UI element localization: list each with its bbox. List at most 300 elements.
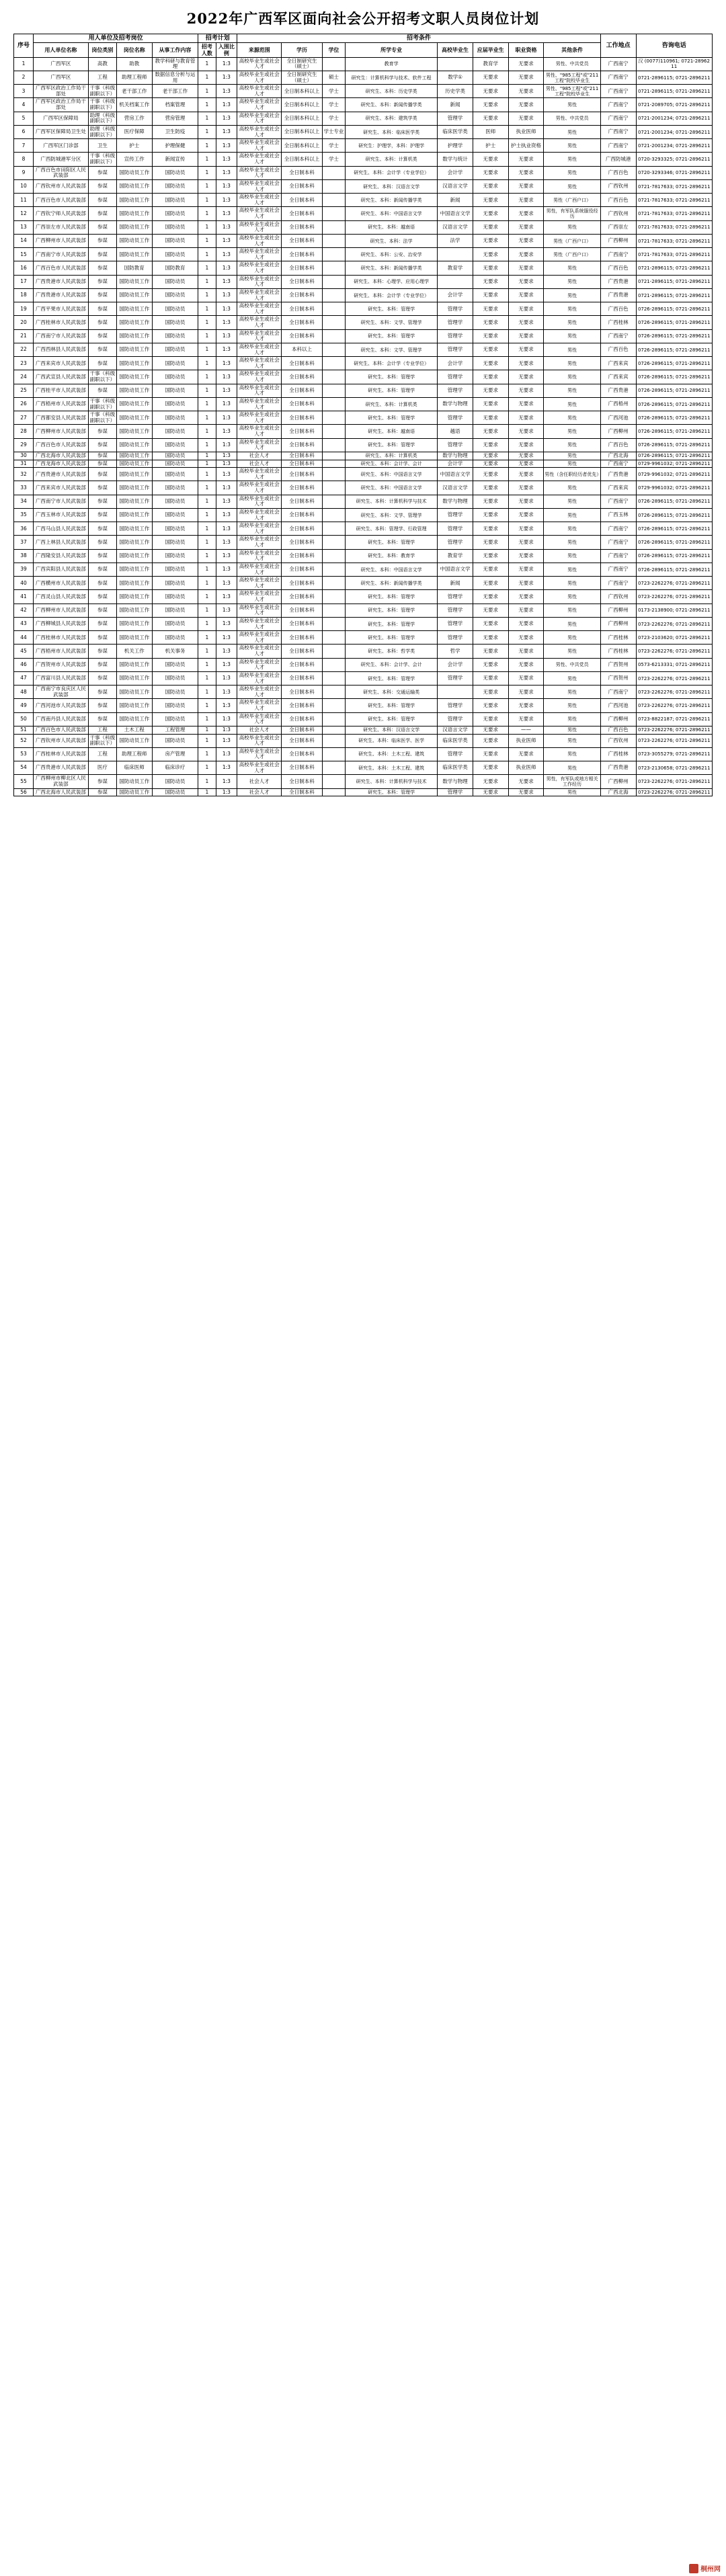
- row-ratio: 1:3: [216, 549, 237, 563]
- row-no: 44: [14, 631, 34, 645]
- row-place: 广西南宁: [600, 549, 636, 563]
- row-major: 研究生、本科：计算机科学与技术: [346, 495, 438, 508]
- table-row: [14, 788, 713, 796]
- row-edu: 全日制本科: [282, 577, 323, 590]
- row-work: 国防动员: [152, 481, 198, 495]
- row-highschool: 新闻: [438, 577, 473, 590]
- row-degree: [322, 604, 345, 617]
- row-post: 国防动员工作: [116, 460, 152, 468]
- row-no: 20: [14, 316, 34, 329]
- row-major: 教育学: [346, 57, 438, 71]
- row-no: 26: [14, 397, 34, 411]
- row-other: 男性: [544, 139, 600, 153]
- row-no: 10: [14, 179, 34, 193]
- row-ratio: 1:3: [216, 166, 237, 179]
- row-unit: 广西河池市人民武装部: [34, 699, 89, 712]
- row-cert: 无要求: [508, 329, 544, 343]
- row-degree: [322, 234, 345, 247]
- row-no: 24: [14, 370, 34, 384]
- row-no: 38: [14, 549, 34, 563]
- row-work: 国防动员: [152, 384, 198, 397]
- table-row: [14, 522, 713, 536]
- row-major: 研究生、本科：新闻传播学类: [346, 194, 438, 207]
- row-category: 工程: [88, 726, 116, 734]
- row-source: 高校毕业生或社会人才: [237, 411, 282, 425]
- row-unit: 广西梧州市人民武装部: [34, 645, 89, 658]
- row-other: 男性: [544, 549, 600, 563]
- row-edu: 全日制本科: [282, 617, 323, 630]
- row-major: 研究生、本科：管理学: [346, 329, 438, 343]
- row-category: 参谋: [88, 357, 116, 370]
- row-source: 高校毕业生或社会人才: [237, 468, 282, 481]
- row-source: 社会人才: [237, 788, 282, 796]
- row-edu: 全日制本科: [282, 220, 323, 234]
- row-work: 国防动员: [152, 460, 198, 468]
- row-fresh: 无要求: [473, 261, 508, 275]
- row-unit: 广西马山县人民武装部: [34, 522, 89, 536]
- row-highschool: 数学与物理: [438, 775, 473, 788]
- row-tel: 0723-2262276; 0721-2896211: [636, 726, 712, 734]
- row-highschool: [438, 57, 473, 71]
- row-other: 男性: [544, 316, 600, 329]
- row-degree: 学士: [322, 98, 345, 112]
- row-no: 8: [14, 153, 34, 166]
- row-work: 国防动员: [152, 508, 198, 522]
- row-work: 国防动员: [152, 577, 198, 590]
- row-edu: 全日制本科: [282, 370, 323, 384]
- row-tel: 0721-2001234; 0721-2896211: [636, 139, 712, 153]
- row-place: 广西北海: [600, 452, 636, 460]
- row-source: 高校毕业生或社会人才: [237, 384, 282, 397]
- row-post: 国防动员工作: [116, 685, 152, 699]
- row-category: 参谋: [88, 194, 116, 207]
- row-unit: 广西柳州市人民武装部: [34, 604, 89, 617]
- row-tel: 0721-7817633; 0721-2896211: [636, 220, 712, 234]
- row-degree: [322, 316, 345, 329]
- row-edu: 全日制本科: [282, 726, 323, 734]
- table-row: [14, 384, 713, 397]
- row-unit: 广西隆安县人民武装部: [34, 549, 89, 563]
- row-category: 参谋: [88, 522, 116, 536]
- row-post: 国防动员工作: [116, 481, 152, 495]
- row-work: 国防教育: [152, 261, 198, 275]
- row-other: 男性: [544, 734, 600, 747]
- row-fresh: 无要求: [473, 536, 508, 549]
- row-fresh: 无要求: [473, 468, 508, 481]
- row-degree: [322, 220, 345, 234]
- row-no: 14: [14, 234, 34, 247]
- row-highschool: 管理学: [438, 411, 473, 425]
- row-post: 国防动员工作: [116, 734, 152, 747]
- row-unit: 广西龙海市人民武装部: [34, 460, 89, 468]
- row-ratio: 1:3: [216, 734, 237, 747]
- row-num: 1: [198, 617, 216, 630]
- row-no: 40: [14, 577, 34, 590]
- row-work: 档案管理: [152, 98, 198, 112]
- row-degree: [322, 438, 345, 452]
- row-edu: 全日制本科: [282, 234, 323, 247]
- row-tel: 0721-2896115; 0721-2896211: [636, 85, 712, 98]
- row-place: 广西南宁: [600, 98, 636, 112]
- row-place: 广西来宾: [600, 357, 636, 370]
- row-tel: 0721-7817633; 0721-2896211: [636, 234, 712, 247]
- row-place: 广西南宁: [600, 71, 636, 84]
- row-cert: 无要求: [508, 460, 544, 468]
- row-major: 研究生、本科：汉语言文学: [346, 179, 438, 193]
- row-degree: [322, 788, 345, 796]
- row-no: 9: [14, 166, 34, 179]
- row-highschool: [438, 248, 473, 261]
- row-major: 研究生、本科：管理学: [346, 370, 438, 384]
- row-post: 国防动员工作: [116, 357, 152, 370]
- row-num: 1: [198, 194, 216, 207]
- row-ratio: 1:3: [216, 712, 237, 726]
- row-tel: 0721-7817633; 0721-2896211: [636, 179, 712, 193]
- row-other: 男性: [544, 179, 600, 193]
- row-other: 男性: [544, 166, 600, 179]
- row-cert: 无要求: [508, 452, 544, 460]
- row-ratio: 1:3: [216, 536, 237, 549]
- row-num: 1: [198, 139, 216, 153]
- row-place: 广西钦州: [600, 590, 636, 604]
- row-num: 1: [198, 522, 216, 536]
- row-tel: 0726-2896115; 0721-2896211: [636, 397, 712, 411]
- row-other: 男性: [544, 397, 600, 411]
- row-source: 高校毕业生或社会人才: [237, 166, 282, 179]
- row-ratio: 1:3: [216, 747, 237, 761]
- row-num: 1: [198, 645, 216, 658]
- row-cert: 无要求: [508, 604, 544, 617]
- row-degree: [322, 775, 345, 788]
- row-highschool: 哲学: [438, 645, 473, 658]
- row-degree: [322, 536, 345, 549]
- row-tel: 0723-2262276; 0721-2896211: [636, 699, 712, 712]
- row-category: 干事（科级副职以下）: [88, 370, 116, 384]
- row-source: 高校毕业生或社会人才: [237, 357, 282, 370]
- row-unit: 广西崇左市人民武装部: [34, 220, 89, 234]
- row-ratio: 1:3: [216, 329, 237, 343]
- row-unit: 广西宾阳县人民武装部: [34, 563, 89, 576]
- row-ratio: 1:3: [216, 153, 237, 166]
- row-fresh: 无要求: [473, 563, 508, 576]
- row-work: 数据信息分析与运用: [152, 71, 198, 84]
- row-ratio: 1:3: [216, 194, 237, 207]
- row-tel: 0723-2262276; 0721-2896211: [636, 775, 712, 788]
- table-row: [14, 166, 713, 179]
- row-place: 广西来宾: [600, 481, 636, 495]
- row-major: 研究生、本科：管理学: [346, 411, 438, 425]
- table-row: [14, 275, 713, 288]
- row-other: 男性: [544, 425, 600, 438]
- row-place: 广西钦州: [600, 207, 636, 220]
- watermark-text: 桐州网: [700, 2566, 721, 2573]
- row-highschool: 新闻: [438, 194, 473, 207]
- row-degree: [322, 357, 345, 370]
- row-degree: [322, 590, 345, 604]
- row-num: 1: [198, 275, 216, 288]
- row-major: 研究生、本科：心理学、应用心理学: [346, 275, 438, 288]
- row-cert: 无要求: [508, 275, 544, 288]
- row-category: 参谋: [88, 563, 116, 576]
- row-category: 参谋: [88, 577, 116, 590]
- row-place: 广西贵港: [600, 761, 636, 775]
- row-no: 21: [14, 329, 34, 343]
- row-cert: 无要求: [508, 549, 544, 563]
- row-ratio: 1:3: [216, 370, 237, 384]
- row-other: 男性: [544, 452, 600, 460]
- row-tel: 0726-2896115; 0721-2896211: [636, 357, 712, 370]
- table-row: [14, 508, 713, 522]
- row-highschool: 会计学: [438, 166, 473, 179]
- row-source: 高校毕业生或社会人才: [237, 481, 282, 495]
- row-fresh: 无要求: [473, 234, 508, 247]
- row-post: 医疗保障: [116, 125, 152, 138]
- jobs-table: [13, 34, 713, 796]
- row-highschool: 汉语言文学: [438, 220, 473, 234]
- row-ratio: 1:3: [216, 85, 237, 98]
- row-major: 研究生、本科：管理学: [346, 438, 438, 452]
- row-fresh: 无要求: [473, 98, 508, 112]
- row-post: 国防动员工作: [116, 631, 152, 645]
- row-post: 国防动员工作: [116, 343, 152, 356]
- row-edu: 全日制本科: [282, 452, 323, 460]
- row-highschool: 管理学: [438, 302, 473, 316]
- row-tel: 0726-2896115; 0721-2896211: [636, 343, 712, 356]
- row-no: 2: [14, 71, 34, 84]
- row-cert: 无要求: [508, 316, 544, 329]
- row-place: 广西柳州: [600, 234, 636, 247]
- row-edu: 全日制本科: [282, 734, 323, 747]
- row-edu: 全日制本科: [282, 468, 323, 481]
- row-place: 广西百色: [600, 302, 636, 316]
- table-row: [14, 658, 713, 671]
- row-num: 1: [198, 411, 216, 425]
- row-ratio: 1:3: [216, 112, 237, 125]
- table-row: [14, 577, 713, 590]
- row-source: 高校毕业生或社会人才: [237, 590, 282, 604]
- row-edu: 全日制本科以上: [282, 112, 323, 125]
- row-source: 高校毕业生或社会人才: [237, 522, 282, 536]
- row-major: 研究生：计算机科学与技术、软件工程: [346, 71, 438, 84]
- row-place: 广西柳州: [600, 775, 636, 788]
- row-num: 1: [198, 563, 216, 576]
- row-tel: 0726-2896115; 0721-2896211: [636, 452, 712, 460]
- row-unit: 广西柳州市柳北区人民武装部: [34, 775, 89, 788]
- row-fresh: 无要求: [473, 761, 508, 775]
- row-ratio: 1:3: [216, 788, 237, 796]
- row-work: 国防动员: [152, 302, 198, 316]
- row-major: 研究生、本科：越南语: [346, 220, 438, 234]
- row-highschool: 临床医学类: [438, 734, 473, 747]
- row-num: 1: [198, 699, 216, 712]
- row-fresh: 无要求: [473, 577, 508, 590]
- row-source: 高校毕业生或社会人才: [237, 207, 282, 220]
- row-degree: [322, 411, 345, 425]
- row-ratio: 1:3: [216, 275, 237, 288]
- row-post: 国防动员工作: [116, 194, 152, 207]
- row-unit: 广西贵港市人民武装部: [34, 275, 89, 288]
- row-unit: 广西南宁市人民武装部: [34, 248, 89, 261]
- table-row: [14, 549, 713, 563]
- row-post: 国防动员工作: [116, 577, 152, 590]
- row-fresh: 无要求: [473, 384, 508, 397]
- row-ratio: 1:3: [216, 460, 237, 468]
- row-other: 男性: [544, 153, 600, 166]
- row-other: 男性: [544, 275, 600, 288]
- row-cert: 执业医师: [508, 761, 544, 775]
- row-source: 高校毕业生或社会人才: [237, 343, 282, 356]
- row-other: 男性（含任职经历者优先）: [544, 468, 600, 481]
- row-fresh: 无要求: [473, 343, 508, 356]
- row-edu: 全日制本科: [282, 747, 323, 761]
- row-tel: 0723-2262276; 0721-2896211: [636, 671, 712, 685]
- table-row: [14, 139, 713, 153]
- row-degree: [322, 384, 345, 397]
- row-major: 研究生、本科：文学、管理学: [346, 316, 438, 329]
- row-fresh: 无要求: [473, 397, 508, 411]
- row-post: 国防动员工作: [116, 604, 152, 617]
- row-place: 广西梧州: [600, 397, 636, 411]
- row-post: 助教: [116, 57, 152, 71]
- row-num: 1: [198, 452, 216, 460]
- row-major: 研究生、本科：管理学: [346, 712, 438, 726]
- header-group-2: 招考计划: [198, 34, 237, 43]
- row-ratio: 1:3: [216, 452, 237, 460]
- row-edu: 全日制本科: [282, 438, 323, 452]
- row-degree: [322, 57, 345, 71]
- row-tel: 0723-2262276; 0721-2896211: [636, 590, 712, 604]
- table-row: [14, 220, 713, 234]
- row-work: 国防动员: [152, 179, 198, 193]
- row-tel: 汉 (0077)110961; 0721-2896211: [636, 57, 712, 71]
- row-num: 1: [198, 179, 216, 193]
- row-highschool: 管理学: [438, 112, 473, 125]
- row-work: 国防动员: [152, 617, 198, 630]
- row-no: 34: [14, 495, 34, 508]
- row-tel: 0726-2896115; 0721-2896211: [636, 508, 712, 522]
- row-unit: 广西钦州市人民武装部: [34, 734, 89, 747]
- row-highschool: 数学①: [438, 71, 473, 84]
- row-place: 广西柳州: [600, 712, 636, 726]
- row-source: 高校毕业生或社会人才: [237, 761, 282, 775]
- row-fresh: 无要求: [473, 671, 508, 685]
- row-no: 41: [14, 590, 34, 604]
- row-work: 国防动员: [152, 329, 198, 343]
- row-ratio: 1:3: [216, 179, 237, 193]
- row-place: 广西钦州: [600, 734, 636, 747]
- row-work: 国防动员: [152, 671, 198, 685]
- row-work: 国防动员: [152, 194, 198, 207]
- col-other: 其他条件: [544, 43, 600, 57]
- row-post: 国防动员工作: [116, 495, 152, 508]
- row-major: 研究生、本科：管理学、行政管理: [346, 522, 438, 536]
- row-no: 16: [14, 261, 34, 275]
- row-work: 国防动员: [152, 220, 198, 234]
- table-row: [14, 411, 713, 425]
- row-place: 广西防城港: [600, 153, 636, 166]
- row-fresh: 无要求: [473, 549, 508, 563]
- row-num: 1: [198, 747, 216, 761]
- row-highschool: [438, 685, 473, 699]
- row-unit: 广西贵港市人民武装部: [34, 468, 89, 481]
- row-highschool: 管理学: [438, 747, 473, 761]
- row-degree: 硕士: [322, 71, 345, 84]
- row-degree: [322, 468, 345, 481]
- row-highschool: 越语: [438, 425, 473, 438]
- row-other: 男性，有军队系统服役经历: [544, 207, 600, 220]
- row-highschool: 护理学: [438, 139, 473, 153]
- row-place: 广西南宁: [600, 139, 636, 153]
- row-source: 高校毕业生或社会人才: [237, 577, 282, 590]
- row-work: 国防动员: [152, 658, 198, 671]
- row-edu: 全日制本科: [282, 425, 323, 438]
- row-source: 高校毕业生或社会人才: [237, 179, 282, 193]
- row-major: 研究生：护理学，本科：护理学: [346, 139, 438, 153]
- row-major: 研究生、本科：文学、管理学: [346, 343, 438, 356]
- table-row: [14, 288, 713, 302]
- row-other: 男性: [544, 536, 600, 549]
- row-tel: 0721-2001234; 0721-2896211: [636, 125, 712, 138]
- row-other: 男性、中共党员: [544, 57, 600, 71]
- row-fresh: 无要求: [473, 685, 508, 699]
- row-cert: 无要求: [508, 712, 544, 726]
- row-source: 高校毕业生或社会人才: [237, 658, 282, 671]
- watermark: [689, 2563, 721, 2573]
- row-unit: 广西百色市人民武装部: [34, 261, 89, 275]
- row-source: 高校毕业生或社会人才: [237, 604, 282, 617]
- row-work: 国防动员: [152, 166, 198, 179]
- row-num: 1: [198, 112, 216, 125]
- row-no: 51: [14, 726, 34, 734]
- row-post: 国防动员工作: [116, 522, 152, 536]
- table-body: [14, 57, 713, 796]
- row-major: 研究生、本科：交通运输类: [346, 685, 438, 699]
- row-place: 广西南宁: [600, 125, 636, 138]
- row-edu: 全日制本科: [282, 508, 323, 522]
- row-edu: 全日制本科: [282, 166, 323, 179]
- row-major: 研究生、本科：临床医学类: [346, 125, 438, 138]
- row-category: 参谋: [88, 671, 116, 685]
- row-major: 研究生、本科：管理学: [346, 671, 438, 685]
- row-ratio: 1:3: [216, 248, 237, 261]
- row-unit: 广西富川县人民武装部: [34, 671, 89, 685]
- row-major: 研究生、本科：中国语言文学: [346, 481, 438, 495]
- table-row: [14, 645, 713, 658]
- row-place: 广西贵港: [600, 384, 636, 397]
- table-row: [14, 747, 713, 761]
- row-ratio: 1:3: [216, 604, 237, 617]
- row-cert: 无要求: [508, 261, 544, 275]
- row-fresh: 无要求: [473, 726, 508, 734]
- table-row: [14, 425, 713, 438]
- table-row: [14, 302, 713, 316]
- row-no: 50: [14, 712, 34, 726]
- row-place: 广西桂林: [600, 747, 636, 761]
- row-num: 1: [198, 712, 216, 726]
- row-highschool: 数学与统计: [438, 153, 473, 166]
- row-post: 机关档案工作: [116, 98, 152, 112]
- row-fresh: 无要求: [473, 734, 508, 747]
- row-major: 研究生、本科：管理学: [346, 384, 438, 397]
- row-other: 男性: [544, 125, 600, 138]
- row-place: 广西南宁: [600, 536, 636, 549]
- row-cert: 无要求: [508, 617, 544, 630]
- row-post: 国防动员工作: [116, 275, 152, 288]
- row-fresh: 无要求: [473, 71, 508, 84]
- row-highschool: 汉语言文学: [438, 179, 473, 193]
- row-edu: 全日制本科: [282, 590, 323, 604]
- row-num: 1: [198, 536, 216, 549]
